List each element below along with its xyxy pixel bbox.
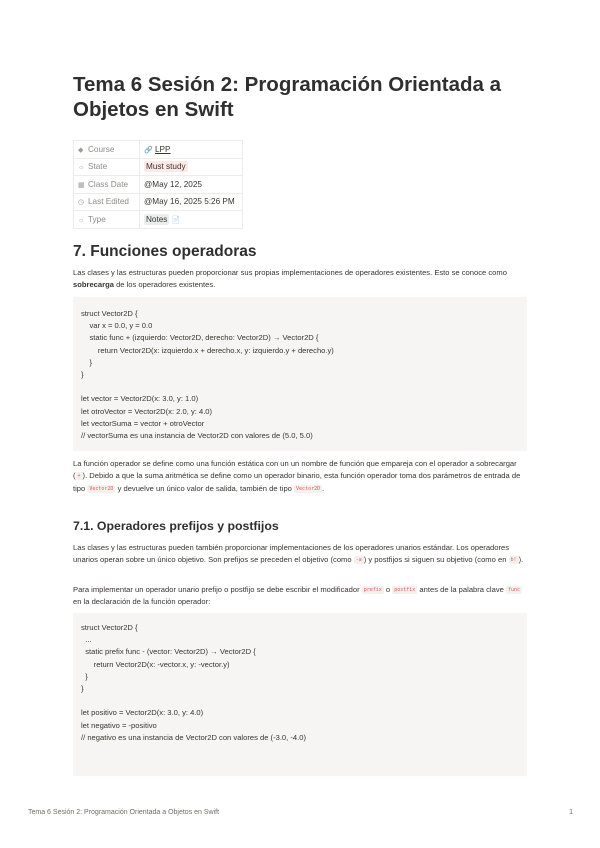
inline-code: Vector2D bbox=[296, 485, 321, 492]
code-line: // negativo es una instancia de Vector2D con valores de (-3.0, -4.0) bbox=[81, 732, 306, 742]
code-line bbox=[81, 381, 527, 393]
code-line: } bbox=[81, 357, 92, 367]
property-label: State bbox=[88, 162, 108, 172]
course-icon: ◆ bbox=[78, 146, 84, 154]
text: y devuelve un único valor de salida, también de tipo bbox=[115, 483, 295, 493]
code-line: let negativo = -positivo bbox=[81, 720, 157, 730]
property-row bbox=[74, 211, 243, 229]
text: ) y postfijos si siguen su objetivo (como en bbox=[363, 555, 509, 565]
property-label: Course bbox=[88, 144, 115, 154]
code-line: } bbox=[81, 683, 84, 693]
page-footer bbox=[28, 809, 573, 816]
class-date-value: @May 12, 2025 bbox=[144, 179, 202, 189]
paragraph bbox=[73, 542, 529, 567]
code-line: // vectorSuma es una instancia de Vector2D con valores de (5.0, 5.0) bbox=[81, 430, 313, 440]
inline-code: postfix bbox=[394, 587, 416, 593]
code-line: static prefix func - (vector: Vector2D) → Vector2D { bbox=[81, 647, 256, 657]
page-title: Tema 6 Sesión 2: Programación Orientada a Objetos en Swift bbox=[73, 73, 501, 121]
inline-code: Vector2D bbox=[89, 485, 114, 492]
code-line: ... bbox=[81, 635, 92, 645]
inline-code: -a bbox=[355, 557, 362, 564]
property-label: Type bbox=[88, 214, 106, 224]
footer-title: Tema 6 Sesión 2: Programación Orientada a Objetos en Swift bbox=[28, 809, 220, 816]
code-line: } bbox=[81, 369, 84, 379]
property-label: Class Date bbox=[88, 179, 129, 189]
code-line: static func + (izquierdo: Vector2D, derecho: Vector2D) → Vector2D { bbox=[81, 333, 319, 343]
text: ). bbox=[518, 555, 524, 565]
paragraph bbox=[73, 584, 529, 609]
inline-code: b! bbox=[510, 557, 517, 564]
state-icon: ☼ bbox=[78, 164, 85, 172]
last-edited-value: @May 16, 2025 5:26 PM bbox=[144, 197, 235, 207]
code-block[interactable] bbox=[73, 297, 527, 451]
bold-text: sobrecarga bbox=[73, 280, 114, 290]
property-row bbox=[74, 193, 243, 211]
code-line: struct Vector2D { bbox=[81, 623, 138, 632]
code-line: let vector = Vector2D(x: 3.0, y: 1.0) bbox=[81, 394, 199, 404]
text: en la declaración de la función operador: bbox=[73, 597, 211, 607]
code-block[interactable] bbox=[73, 613, 527, 776]
type-tag: Notes bbox=[146, 214, 168, 224]
course-link[interactable]: LPP bbox=[155, 144, 171, 154]
code-line: return Vector2D(x: izquierdo.x + derecho.x, y: izquierdo.y + derecho.y) bbox=[81, 345, 334, 355]
paragraph bbox=[73, 267, 529, 292]
paragraph bbox=[73, 458, 529, 495]
code-line: struct Vector2D { bbox=[81, 309, 138, 318]
code-line: } bbox=[81, 671, 88, 681]
page-number: 1 bbox=[569, 809, 573, 816]
property-label: Last Edited bbox=[88, 197, 129, 207]
code-line: let otroVector = Vector2D(x: 2.0, y: 4.0) bbox=[81, 406, 213, 416]
subsection-heading: 7.1. Operadores prefijos y postfijos bbox=[73, 519, 279, 533]
inline-code: + bbox=[77, 473, 81, 480]
code-line: let vectorSuma = vector + otroVector bbox=[81, 418, 205, 428]
link-icon: 🔗 bbox=[144, 146, 153, 154]
code-line bbox=[81, 695, 527, 707]
text: de los operadores existentes. bbox=[113, 280, 216, 290]
text: o bbox=[383, 585, 393, 594]
code-line: var x = 0.0, y = 0.0 bbox=[81, 321, 153, 331]
page-icon: 📄 bbox=[171, 216, 181, 224]
code-line: let positivo = Vector2D(x: 3.0, y: 4.0) bbox=[81, 708, 204, 718]
text: Las clases y las estructuras pueden también proporcionar implementaciones de los operadores unarios estándar. Los operadores unarios operan sobre un único objetivo. Son prefijos se preceden el objetivo (como bbox=[73, 543, 510, 565]
section-heading: 7. Funciones operadoras bbox=[73, 243, 257, 260]
text: . bbox=[322, 483, 325, 493]
text: antes de la palabra clave bbox=[417, 585, 506, 594]
text: La función operador se define como una función estática con un un nombre de función que empareja con el operador a sobrecargar ( bbox=[73, 459, 517, 481]
property-row bbox=[74, 141, 243, 159]
inline-code: func bbox=[507, 587, 521, 593]
properties-table bbox=[73, 140, 243, 229]
text: Las clases y las estructuras pueden proporcionar sus propias implementaciones de operadores existentes. Esto se conoce como bbox=[73, 268, 507, 277]
clock-icon: ◷ bbox=[78, 199, 85, 207]
state-tag: Must study bbox=[146, 162, 186, 172]
property-row bbox=[74, 176, 243, 194]
code-line: return Vector2D(x: -vector.x, y: -vector.y) bbox=[81, 659, 230, 669]
inline-code: prefix bbox=[363, 587, 382, 593]
calendar-icon: ▦ bbox=[78, 181, 85, 189]
property-row bbox=[74, 158, 243, 176]
text: ). Debido a que la suma aritmética se define como un operador binario, esta función operador toma dos parámetros de entrada de tipo bbox=[73, 471, 521, 493]
type-icon: ☼ bbox=[78, 216, 85, 224]
text: Para implementar un operador unario prefijo o postfijo se debe escribir el modificador bbox=[73, 585, 362, 594]
